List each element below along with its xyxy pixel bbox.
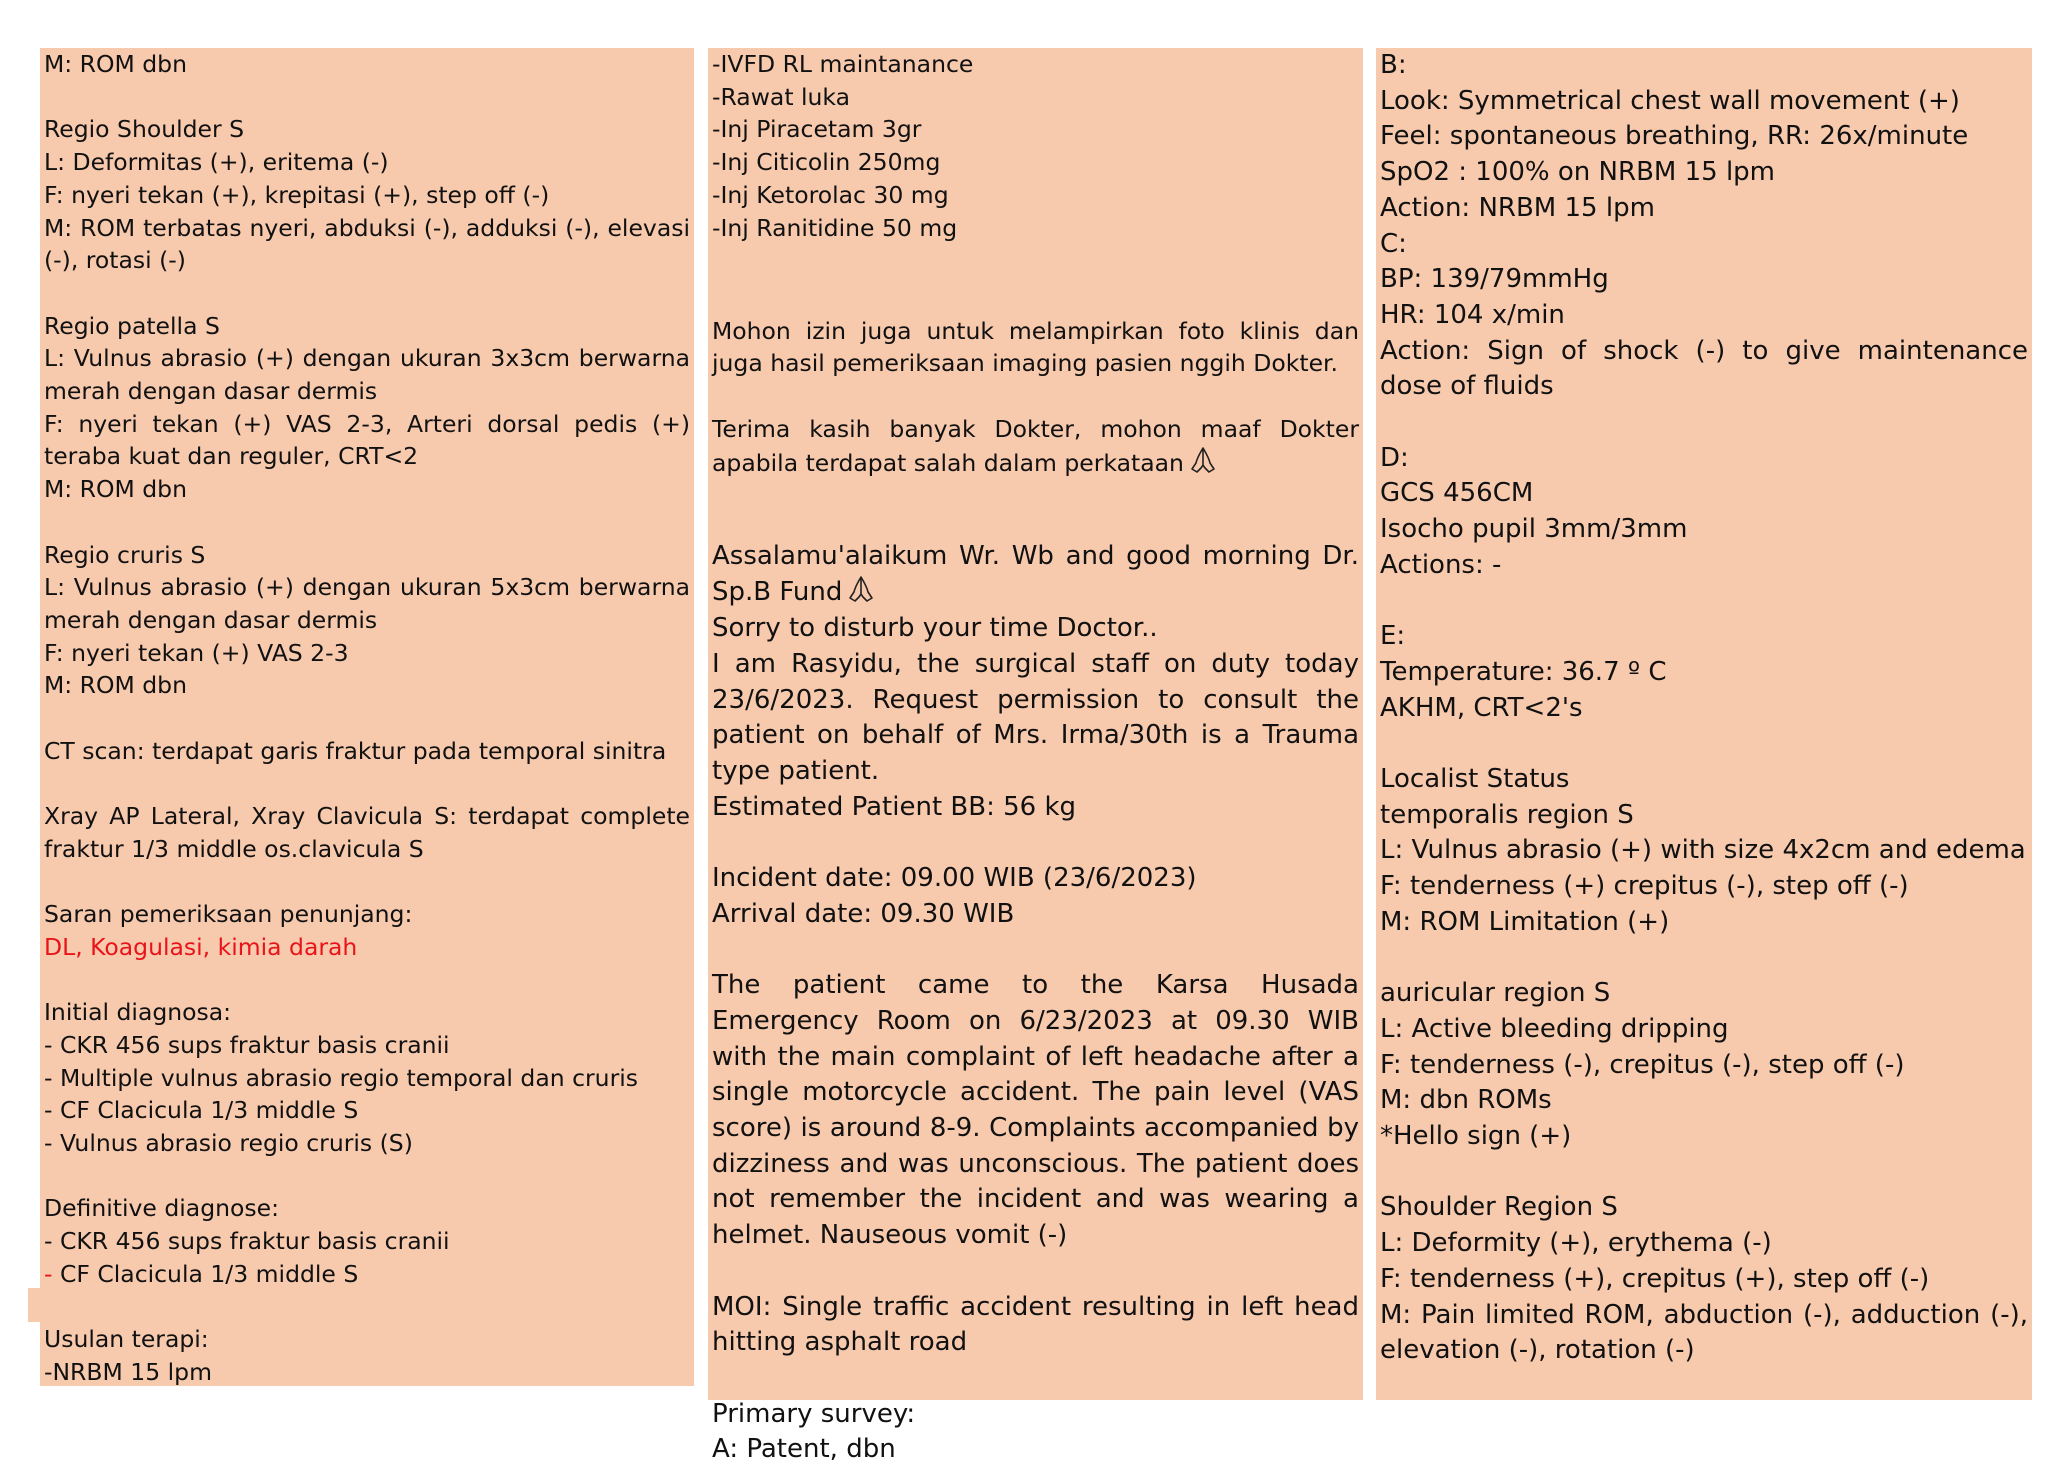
praying-hands-icon — [846, 574, 876, 604]
column-right — [1376, 48, 2032, 1400]
blank-line — [44, 81, 690, 114]
text-line: L: Vulnus abrasio (+) with size 4x2cm and edema — [1380, 835, 2026, 866]
blank-line — [44, 767, 690, 800]
column-left — [40, 48, 694, 1386]
text-line: Xray AP Lateral, Xray Clavicula S: terdapat complete fraktur 1/3 middle os.clavicula S — [44, 802, 690, 863]
text-line: Initial diagnosa: — [44, 998, 232, 1027]
text-line: - Vulnus abrasio regio cruris (S) — [44, 1129, 413, 1158]
text-line: Look: Symmetrical chest wall movement (+) — [1380, 85, 1960, 116]
therapy-item: -IVFD RL maintanance — [712, 50, 974, 78]
text-line: temporalis region S — [1380, 799, 1634, 830]
text-line: Regio patella S — [44, 311, 220, 340]
blank-line — [1380, 941, 2028, 977]
moi-paragraph: MOI: Single traffic accident resulting in left head hitting asphalt road — [712, 1291, 1359, 1358]
intro-paragraph: I am Rasyidu, the surgical staff on duty today 23/6/2023. Request permission to consult the patient on behalf of Mrs. Irma/30th is a Trauma type patient. — [712, 648, 1359, 786]
text-line: F: tenderness (-), crepitus (-), step off (-) — [1380, 1049, 1905, 1080]
text-line: -NRBM 15 lpm — [44, 1357, 212, 1386]
red-dash: - — [44, 1259, 53, 1288]
text-line: F: nyeri tekan (+) VAS 2-3, Arteri dorsal pedis (+) teraba kuat dan reguler, CRT<2 — [44, 409, 690, 471]
definitive-dx-line: - CF Clacicula 1/3 middle S — [44, 1259, 359, 1288]
blank-line — [44, 277, 690, 310]
text-line: GCS 456CM — [1380, 478, 1534, 509]
therapy-block — [712, 48, 1359, 244]
text-line: - Multiple vulnus abrasio regio temporal dan cruris — [44, 1063, 639, 1092]
text-line: Saran pemeriksaan penunjang: — [44, 900, 413, 929]
text-line: Localist Status — [1380, 764, 1570, 795]
text-line: M: ROM Limitation (+) — [1380, 906, 1670, 937]
english-block — [712, 539, 1359, 1468]
blank-line — [44, 1160, 690, 1193]
text-line: Isocho pupil 3mm/3mm — [1380, 514, 1688, 545]
therapy-item: -Inj Piracetam 3gr — [712, 115, 922, 144]
text-line: Regio cruris S — [44, 540, 206, 569]
text-line: Regio Shoulder S — [44, 115, 245, 144]
text-line: C: — [1380, 228, 1407, 259]
column-middle — [708, 48, 1363, 1465]
text-line: L: Vulnus abrasio (+) dengan ukuran 3x3cm berwarna merah dengan dasar dermis — [44, 344, 690, 405]
text-line: CT scan: terdapat garis fraktur pada temporal sinitra — [44, 736, 667, 765]
text-line: M: ROM terbatas nyeri, abduksi (-), adduksi (-), elevasi (-), rotasi (-) — [44, 213, 690, 275]
therapy-item: -Rawat luka — [712, 82, 851, 111]
blank-line — [44, 1291, 690, 1324]
history-paragraph: The patient came to the Karsa Husada Emergency Room on 6/23/2023 at 09.30 WIB with the main complaint of left headache after a single motorcycle accident. The pain level (VAS score) is around 8-9. Complaints accompanied by dizziness and was unconscious. The patient does not remember the incident and was wearing a helmet. Nauseous vomit (-) — [712, 970, 1359, 1251]
text-line: L: Vulnus abrasio (+) dengan ukuran 5x3cm berwarna merah dengan dasar dermis — [44, 573, 690, 634]
greeting-paragraph: Assalamu'alaikum Wr. Wb and good morning Dr. Sp.B Fund — [712, 540, 1359, 608]
text-line: *Hello sign (+) — [1380, 1121, 1572, 1152]
text-line: M: ROM dbn — [44, 475, 187, 504]
text-line: Temperature: 36.7 º C — [1380, 656, 1667, 687]
request-paragraph: Mohon izin juga untuk melampirkan foto klinis dan juga hasil pemeriksaan imaging pasien nggih Dokter. — [712, 316, 1359, 378]
text-line: L: Deformity (+), erythema (-) — [1380, 1228, 1772, 1259]
text-line: SpO2 : 100% on NRBM 15 lpm — [1380, 157, 1776, 188]
text-line: Action: Sign of shock (-) to give maintenance dose of fluids — [1380, 335, 2028, 402]
text-line: Shoulder Region S — [1380, 1192, 1618, 1223]
text-line: HR: 104 x/min — [1380, 299, 1565, 330]
text-line: M: Pain limited ROM, abduction (-), adduction (-), elevation (-), rotation (-) — [1380, 1299, 2028, 1366]
text-line: Actions: - — [1380, 549, 1502, 580]
text-line: M: dbn ROMs — [1380, 1085, 1552, 1116]
text-line: E: — [1380, 621, 1406, 652]
lab-suggestion-red: DL, Koagulasi, kimia darah — [44, 932, 358, 961]
text-line: D: — [1380, 442, 1409, 473]
blank-line — [1380, 726, 2028, 762]
blank-line — [1380, 1155, 2028, 1191]
blank-line — [1380, 584, 2028, 620]
text-line: M: ROM dbn — [44, 50, 187, 78]
incident-date: Incident date: 09.00 WIB (23/6/2023) — [712, 863, 1197, 894]
therapy-item: -Inj Ketorolac 30 mg — [712, 180, 949, 209]
blank-line — [44, 964, 690, 997]
text-line: - CF Clacicula 1/3 middle S — [44, 1096, 359, 1125]
blank-line — [44, 866, 690, 899]
text-line: Definitive diagnose: — [44, 1194, 280, 1223]
bb-line: Estimated Patient BB: 56 kg — [712, 791, 1077, 822]
text-line: auricular region S — [1380, 978, 1611, 1009]
text-line: Feel: spontaneous breathing, RR: 26x/minute — [1380, 121, 1969, 152]
arrival-date: Arrival date: 09.30 WIB — [712, 898, 1015, 929]
blank-line — [1380, 405, 2028, 441]
airway-line: A: Patent, dbn — [712, 1434, 896, 1465]
text-line: - CKR 456 sups fraktur basis cranii — [44, 1227, 450, 1256]
blank-line — [44, 702, 690, 735]
text-line: - CKR 456 sups fraktur basis cranii — [44, 1030, 450, 1059]
blank-line — [44, 506, 690, 539]
text-line: M: ROM dbn — [44, 671, 187, 700]
text-line: B: — [1380, 50, 1407, 80]
text-line: F: nyeri tekan (+), krepitasi (+), step off (-) — [44, 180, 550, 209]
text-line: Usulan terapi: — [44, 1325, 209, 1354]
therapy-item: -Inj Citicolin 250mg — [712, 148, 941, 177]
sorry-line: Sorry to disturb your time Doctor.. — [712, 613, 1158, 644]
praying-hands-icon — [1188, 445, 1218, 475]
thanks-paragraph: Terima kasih banyak Dokter, mohon maaf Dokter apabila terdapat salah dalam perkataan — [712, 414, 1359, 478]
text-line: F: tenderness (+) crepitus (-), step off (-) — [1380, 871, 1909, 902]
text-line: F: nyeri tekan (+) VAS 2-3 — [44, 638, 349, 667]
text-line: F: tenderness (+), crepitus (+), step off (-) — [1380, 1263, 1930, 1294]
text-line: L: Deformitas (+), eritema (-) — [44, 148, 389, 177]
text-line: BP: 139/79mmHg — [1380, 264, 1609, 295]
text-line: AKHM, CRT<2's — [1380, 692, 1583, 723]
text-line: Action: NRBM 15 lpm — [1380, 192, 1655, 223]
text-line: L: Active bleeding dripping — [1380, 1013, 1729, 1044]
therapy-item: -Inj Ranitidine 50 mg — [712, 213, 958, 242]
primary-survey-heading: Primary survey: — [712, 1398, 916, 1429]
